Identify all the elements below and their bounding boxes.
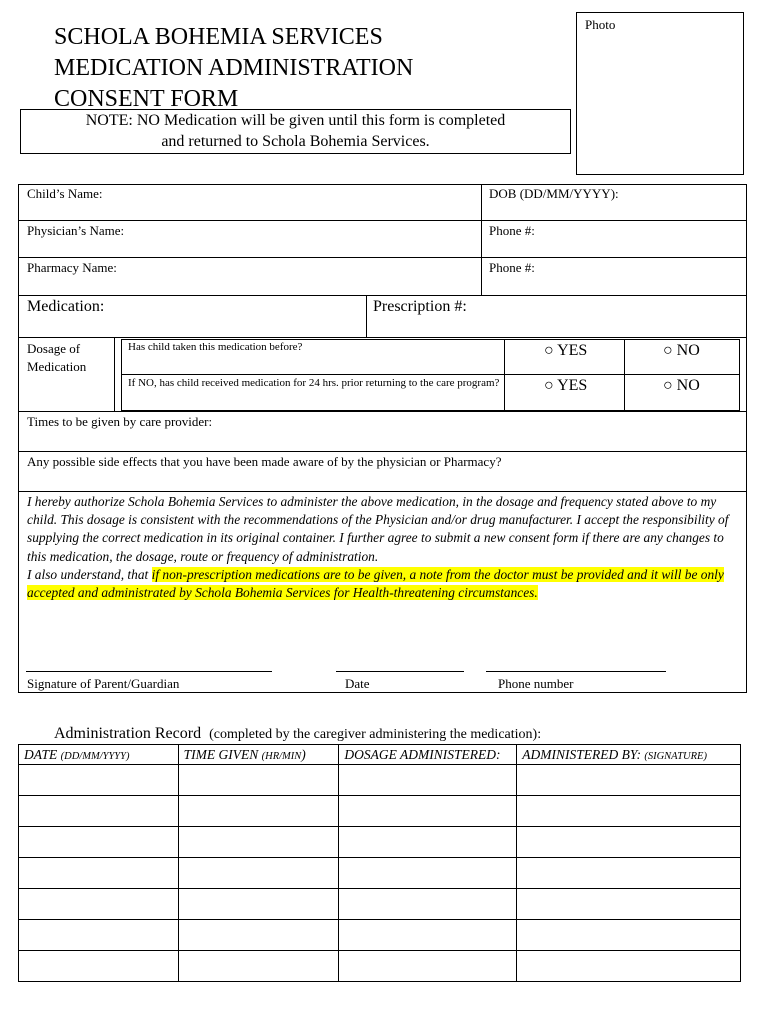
note-line-2: and returned to Schola Bohemia Services. <box>161 133 430 150</box>
table-cell[interactable] <box>19 858 179 889</box>
table-row <box>19 796 741 827</box>
consent-text <box>27 493 741 602</box>
table-cell[interactable] <box>178 765 339 796</box>
row-divider <box>18 257 747 258</box>
table-cell[interactable] <box>178 827 339 858</box>
q2-yes-radio[interactable]: ○ YES <box>544 377 588 394</box>
col-divider <box>366 295 367 337</box>
table-cell[interactable] <box>339 920 517 951</box>
table-cell[interactable] <box>339 889 517 920</box>
table-cell[interactable] <box>178 889 339 920</box>
table-row <box>19 765 741 796</box>
q1-no-radio[interactable]: ○ NO <box>663 342 700 359</box>
record-subtitle: (completed by the caregiver administering the medication): <box>209 727 542 742</box>
table-row <box>19 827 741 858</box>
consent-highlight: if non-prescription medications are to be given, a note from the doctor must be provided and it will be only accepted and administrated by Schola Bohemia Services for Health-threatening circumstances. <box>27 566 724 601</box>
table-cell[interactable] <box>19 765 179 796</box>
table-cell[interactable] <box>19 920 179 951</box>
times-field[interactable]: Times to be given by care provider: <box>27 414 213 429</box>
title-line-3: CONSENT FORM <box>54 86 239 112</box>
q2-no-radio[interactable]: ○ NO <box>663 377 700 394</box>
physician-phone-field[interactable]: Phone #: <box>489 223 535 238</box>
row-divider <box>18 491 747 492</box>
table-cell[interactable] <box>19 951 179 982</box>
col-divider <box>481 184 482 295</box>
row-divider <box>18 337 747 338</box>
date-label: Date <box>345 676 370 691</box>
title-line-2: MEDICATION ADMINISTRATION <box>54 55 414 81</box>
row-divider <box>121 374 740 375</box>
table-cell[interactable] <box>178 796 339 827</box>
date-line[interactable] <box>336 671 464 672</box>
table-cell[interactable] <box>339 858 517 889</box>
table-cell[interactable] <box>339 765 517 796</box>
form-title <box>54 22 413 115</box>
administration-record-table <box>18 744 741 982</box>
pharmacy-name-field[interactable]: Pharmacy Name: <box>27 260 117 275</box>
table-row <box>19 920 741 951</box>
title-line-1: SCHOLA BOHEMIA SERVICES <box>54 24 383 50</box>
form-grid <box>18 184 747 693</box>
child-name-field[interactable]: Child’s Name: <box>27 186 103 201</box>
consent-paragraph-2 <box>27 566 741 602</box>
signature-line[interactable] <box>26 671 272 672</box>
q1-yes-radio[interactable]: ○ YES <box>544 342 588 359</box>
table-header-row <box>19 745 741 765</box>
record-heading <box>54 725 541 743</box>
row-divider <box>18 220 747 221</box>
table-cell[interactable] <box>517 920 741 951</box>
col-divider <box>624 339 625 411</box>
table-cell[interactable] <box>517 858 741 889</box>
consent-plain: I also understand, that <box>27 566 152 582</box>
record-title: Administration Record <box>54 725 202 742</box>
column-header-administered-by: ADMINISTERED BY: (SIGNATURE) <box>517 745 741 765</box>
pharmacy-phone-field[interactable]: Phone #: <box>489 260 535 275</box>
table-cell[interactable] <box>19 827 179 858</box>
table-cell[interactable] <box>339 796 517 827</box>
col-divider <box>504 339 505 411</box>
consent-paragraph-1: I hereby authorize Schola Bohemia Services to administer the above medication, in the dosage and frequency stated above to my child. This dosage is consistent with the recommendations of the Physician and/or drug manufacturer. I accept the responsibility of supplying the correct medication in its original container. I further agree to submit a new consent form if there are any changes to this medication, the dosage, route or frequency of administration. <box>27 494 729 564</box>
table-cell[interactable] <box>517 951 741 982</box>
phone-line[interactable] <box>486 671 666 672</box>
table-cell[interactable] <box>178 951 339 982</box>
table-row <box>19 858 741 889</box>
column-header-time: TIME GIVEN (HR/MIN) <box>178 745 339 765</box>
col-divider <box>114 337 115 411</box>
photo-label: Photo <box>585 17 616 32</box>
table-cell[interactable] <box>19 796 179 827</box>
table-cell[interactable] <box>517 889 741 920</box>
table-cell[interactable] <box>339 827 517 858</box>
row-divider <box>18 411 747 412</box>
row-divider <box>18 451 747 452</box>
note-line-1: NOTE: NO Medication will be given until this form is completed <box>85 112 506 129</box>
photo-box[interactable] <box>576 12 744 175</box>
phone-label: Phone number <box>498 676 574 691</box>
question-24hrs: If NO, has child received medication for 24 hrs. prior returning to the care program? <box>128 377 500 389</box>
question-taken-before: Has child taken this medication before? <box>128 341 303 353</box>
table-row <box>19 951 741 982</box>
table-cell[interactable] <box>517 765 741 796</box>
table-cell[interactable] <box>178 858 339 889</box>
table-cell[interactable] <box>178 920 339 951</box>
table-row <box>19 889 741 920</box>
physician-name-field[interactable]: Physician’s Name: <box>27 223 125 238</box>
table-cell[interactable] <box>517 796 741 827</box>
column-header-dosage: DOSAGE ADMINISTERED: <box>339 745 517 765</box>
dosage-label: Dosage of Medication <box>27 341 87 374</box>
table-cell[interactable] <box>339 951 517 982</box>
dob-field[interactable]: DOB (DD/MM/YYYY): <box>489 186 619 201</box>
column-header-date: DATE (DD/MM/YYYY) <box>19 745 179 765</box>
prescription-field[interactable]: Prescription #: <box>373 298 467 315</box>
signature-label: Signature of Parent/Guardian <box>27 676 180 691</box>
table-cell[interactable] <box>19 889 179 920</box>
side-effects-field[interactable]: Any possible side effects that you have been made aware of by the physician or Pharmacy? <box>27 454 502 469</box>
row-divider <box>18 295 747 296</box>
table-cell[interactable] <box>517 827 741 858</box>
note-box <box>20 109 571 154</box>
medication-field[interactable]: Medication: <box>27 298 105 315</box>
